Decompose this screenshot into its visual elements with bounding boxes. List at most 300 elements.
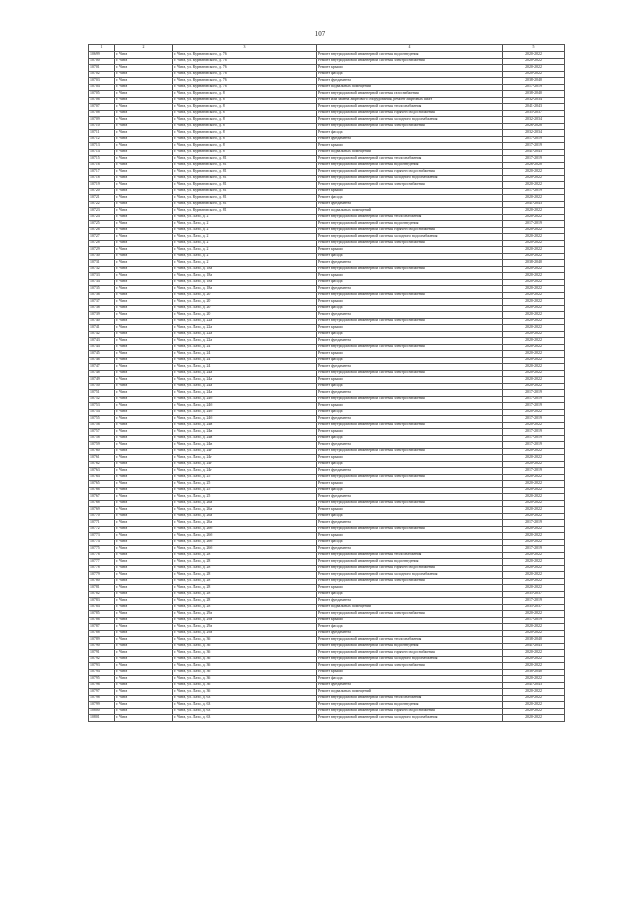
address-cell: г. Чита, ул. Курнатовского, д. 81 xyxy=(173,162,317,169)
address-cell: г. Чита, ул. Лазо, д. 24б xyxy=(173,416,317,423)
municipality-cell: г. Чита xyxy=(115,611,173,618)
row-number-cell: 10751 xyxy=(89,390,115,397)
work-type-cell: Ремонт фасада xyxy=(317,487,503,494)
address-cell: г. Чита, ул. Лазо, д. 26б xyxy=(173,539,317,546)
period-cell: 2017-2019 xyxy=(503,435,565,442)
row-number-cell: 10748 xyxy=(89,370,115,377)
work-type-cell: Ремонт крыши xyxy=(317,299,503,306)
work-type-cell: Ремонт внутридомовой инженерной системы теплоснабжения xyxy=(317,156,503,163)
municipality-cell: г. Чита xyxy=(115,429,173,436)
municipality-cell: г. Чита xyxy=(115,390,173,397)
row-number-cell: 10702 xyxy=(89,71,115,78)
period-cell: 2041-2043 xyxy=(503,201,565,208)
work-type-cell: Ремонт внутридомовой инженерной системы электроснабжения xyxy=(317,422,503,429)
row-number-cell: 10792 xyxy=(89,656,115,663)
period-cell: 2032-2034 xyxy=(503,130,565,137)
work-type-cell: Ремонт подвальных помещений xyxy=(317,689,503,696)
period-cell: 2020-2022 xyxy=(503,383,565,390)
period-cell: 2020-2022 xyxy=(503,539,565,546)
work-type-cell: Ремонт фасада xyxy=(317,331,503,338)
municipality-cell: г. Чита xyxy=(115,422,173,429)
row-number-cell: 10762 xyxy=(89,461,115,468)
address-cell: г. Чита, ул. Лазо, д. 26а xyxy=(173,507,317,514)
repair-schedule-table xyxy=(88,44,565,722)
address-cell: г. Чита, ул. Лазо, д. 24в xyxy=(173,442,317,449)
row-number-cell: 10712 xyxy=(89,136,115,143)
address-cell: г. Чита, ул. Лазо, д. 63 xyxy=(173,695,317,702)
municipality-cell: г. Чита xyxy=(115,273,173,280)
address-cell: г. Чита, ул. Лазо, д. 25 xyxy=(173,487,317,494)
period-cell: 2020-2022 xyxy=(503,364,565,371)
row-number-cell: 10777 xyxy=(89,559,115,566)
work-type-cell: Ремонт крыши xyxy=(317,585,503,592)
period-cell: 2026-2028 xyxy=(503,123,565,130)
period-cell: 2017-2019 xyxy=(503,442,565,449)
work-type-cell: Ремонт крыши xyxy=(317,65,503,72)
municipality-cell: г. Чита xyxy=(115,578,173,585)
municipality-cell: г. Чита xyxy=(115,110,173,117)
work-type-cell: Ремонт крыши xyxy=(317,143,503,150)
row-number-cell: 10713 xyxy=(89,143,115,150)
period-cell: 2020-2022 xyxy=(503,305,565,312)
municipality-cell: г. Чита xyxy=(115,546,173,553)
work-type-cell: Ремонт внутридомовой инженерной системы водоотведения xyxy=(317,221,503,228)
municipality-cell: г. Чита xyxy=(115,650,173,657)
work-type-cell: Ремонт внутридомовой инженерной системы теплоснабжения xyxy=(317,214,503,221)
table-body xyxy=(89,52,565,722)
period-cell: 2017-2019 xyxy=(503,598,565,605)
period-cell: 2038-2040 xyxy=(503,91,565,98)
period-cell: 2017-2019 xyxy=(503,143,565,150)
period-cell: 2017-2019 xyxy=(503,617,565,624)
municipality-cell: г. Чита xyxy=(115,442,173,449)
municipality-cell: г. Чита xyxy=(115,715,173,722)
row-number-cell: 10724 xyxy=(89,214,115,221)
period-cell: 2020-2022 xyxy=(503,273,565,280)
period-cell: 2020-2022 xyxy=(503,572,565,579)
municipality-cell: г. Чита xyxy=(115,513,173,520)
column-header: 1 xyxy=(89,45,115,52)
work-type-cell: Ремонт фундамента xyxy=(317,78,503,85)
address-cell: г. Чита, ул. Лазо, д. 28 xyxy=(173,585,317,592)
period-cell: 2020-2022 xyxy=(503,533,565,540)
row-number-cell: 10780 xyxy=(89,578,115,585)
row-number-cell: 10800 xyxy=(89,708,115,715)
work-type-cell: Ремонт фундамента xyxy=(317,364,503,371)
municipality-cell: г. Чита xyxy=(115,162,173,169)
row-number-cell: 10749 xyxy=(89,377,115,384)
row-number-cell: 10794 xyxy=(89,669,115,676)
work-type-cell: Ремонт внутридомовой инженерной системы холодного водоснабжения xyxy=(317,572,503,579)
municipality-cell: г. Чита xyxy=(115,617,173,624)
address-cell: г. Чита, ул. Курнатовского, д. 81 xyxy=(173,156,317,163)
period-cell: 2020-2022 xyxy=(503,227,565,234)
period-cell: 2020-2022 xyxy=(503,585,565,592)
municipality-cell: г. Чита xyxy=(115,97,173,104)
row-number-cell: 10755 xyxy=(89,416,115,423)
municipality-cell: г. Чита xyxy=(115,71,173,78)
row-number-cell: 10761 xyxy=(89,455,115,462)
row-number-cell: 10743 xyxy=(89,338,115,345)
period-cell: 2017-2019 xyxy=(503,136,565,143)
work-type-cell: Ремонт внутридомовой инженерной системы горячего водоснабжения xyxy=(317,227,503,234)
work-type-cell: Ремонт фасада xyxy=(317,357,503,364)
row-number-cell: 10786 xyxy=(89,617,115,624)
work-type-cell: Ремонт внутридомовой инженерной системы электроснабжения xyxy=(317,182,503,189)
address-cell: г. Чита, ул. Лазо, д. 24 xyxy=(173,364,317,371)
work-type-cell: Ремонт внутридомовой инженерной системы электроснабжения xyxy=(317,578,503,585)
column-header: 5 xyxy=(503,45,565,52)
work-type-cell: Ремонт внутридомовой инженерной системы водоотведения xyxy=(317,162,503,169)
period-cell: 2020-2022 xyxy=(503,195,565,202)
period-cell: 2017-2019 xyxy=(503,416,565,423)
row-number-cell: 10779 xyxy=(89,572,115,579)
work-type-cell: Ремонт фундамента xyxy=(317,520,503,527)
municipality-cell: г. Чита xyxy=(115,208,173,215)
period-cell: 2032-2034 xyxy=(503,97,565,104)
row-number-cell: 10700 xyxy=(89,58,115,65)
period-cell: 2020-2022 xyxy=(503,169,565,176)
municipality-cell: г. Чита xyxy=(115,149,173,156)
period-cell: 2020-2022 xyxy=(503,578,565,585)
address-cell: г. Чита, ул. Лазо, д. 28 xyxy=(173,598,317,605)
row-number-cell: 10765 xyxy=(89,481,115,488)
work-type-cell: Ремонт фундамента xyxy=(317,682,503,689)
row-number-cell: 10738 xyxy=(89,305,115,312)
address-cell: г. Чита, ул. Лазо, д. 28 xyxy=(173,591,317,598)
period-cell: 2020-2022 xyxy=(503,507,565,514)
period-cell: 2020-2022 xyxy=(503,357,565,364)
period-cell: 2020-2022 xyxy=(503,182,565,189)
municipality-cell: г. Чита xyxy=(115,448,173,455)
period-cell: 2017-2019 xyxy=(503,468,565,475)
work-type-cell: Ремонт фундамента xyxy=(317,260,503,267)
address-cell: г. Чита, ул. Лазо, д. 26а xyxy=(173,500,317,507)
work-type-cell: Ремонт внутридомовой инженерной системы электроснабжения xyxy=(317,663,503,670)
row-number-cell: 10757 xyxy=(89,429,115,436)
row-number-cell: 10723 xyxy=(89,208,115,215)
work-type-cell: Ремонт фасада xyxy=(317,409,503,416)
address-cell: г. Чита, ул. Лазо, д. 26б xyxy=(173,533,317,540)
work-type-cell: Ремонт внутридомовой инженерной системы электроснабжения xyxy=(317,396,503,403)
period-cell: 2038-2040 xyxy=(503,637,565,644)
period-cell: 2020-2022 xyxy=(503,500,565,507)
address-cell: г. Чита, ул. Лазо, д. 22а xyxy=(173,318,317,325)
row-number-cell: 10783 xyxy=(89,598,115,605)
municipality-cell: г. Чита xyxy=(115,500,173,507)
municipality-cell: г. Чита xyxy=(115,520,173,527)
address-cell: г. Чита, ул. Лазо, д. 18а xyxy=(173,273,317,280)
municipality-cell: г. Чита xyxy=(115,669,173,676)
work-type-cell: Ремонт фундамента xyxy=(317,390,503,397)
address-cell: г. Чита, ул. Лазо, д. 24 xyxy=(173,357,317,364)
row-number-cell: 10778 xyxy=(89,565,115,572)
municipality-cell: г. Чита xyxy=(115,136,173,143)
municipality-cell: г. Чита xyxy=(115,169,173,176)
address-cell: г. Чита, ул. Лазо, д. 28 xyxy=(173,572,317,579)
period-cell: 2020-2022 xyxy=(503,559,565,566)
municipality-cell: г. Чита xyxy=(115,643,173,650)
address-cell: г. Чита, ул. Курнатовского, д. 81 xyxy=(173,182,317,189)
period-cell: 2020-2022 xyxy=(503,175,565,182)
period-cell: 2020-2022 xyxy=(503,286,565,293)
period-cell: 2020-2022 xyxy=(503,58,565,65)
period-cell: 2020-2022 xyxy=(503,695,565,702)
municipality-cell: г. Чита xyxy=(115,526,173,533)
address-cell: г. Чита, ул. Лазо, д. 24а xyxy=(173,377,317,384)
row-number-cell: 10767 xyxy=(89,494,115,501)
municipality-cell: г. Чита xyxy=(115,123,173,130)
municipality-cell: г. Чита xyxy=(115,182,173,189)
row-number-cell: 10737 xyxy=(89,299,115,306)
address-cell: г. Чита, ул. Курнатовского, д. 81 xyxy=(173,201,317,208)
row-number-cell: 10728 xyxy=(89,240,115,247)
period-cell: 2020-2022 xyxy=(503,565,565,572)
address-cell: г. Чита, ул. Курнатовского, д. 76 xyxy=(173,78,317,85)
period-cell: 2020-2022 xyxy=(503,318,565,325)
row-number-cell: 10796 xyxy=(89,682,115,689)
address-cell: г. Чита, ул. Лазо, д. 2 xyxy=(173,260,317,267)
municipality-cell: г. Чита xyxy=(115,604,173,611)
row-number-cell: 10766 xyxy=(89,487,115,494)
period-cell: 2020-2022 xyxy=(503,370,565,377)
municipality-cell: г. Чита xyxy=(115,117,173,124)
row-number-cell: 10707 xyxy=(89,104,115,111)
address-cell: г. Чита, ул. Лазо, д. 24б xyxy=(173,409,317,416)
work-type-cell: Ремонт фундамента xyxy=(317,416,503,423)
work-type-cell: Ремонт внутридомовой инженерной системы теплоснабжения xyxy=(317,104,503,111)
municipality-cell: г. Чита xyxy=(115,279,173,286)
work-type-cell: Ремонт внутридомовой инженерной системы электроснабжения xyxy=(317,611,503,618)
period-cell: 2020-2022 xyxy=(503,331,565,338)
address-cell: г. Чита, ул. Лазо, д. 20 xyxy=(173,305,317,312)
address-cell: г. Чита, ул. Лазо, д. 25 xyxy=(173,481,317,488)
table-header-row xyxy=(89,45,565,52)
municipality-cell: г. Чита xyxy=(115,130,173,137)
address-cell: г. Чита, ул. Лазо, д. 2 xyxy=(173,214,317,221)
row-number-cell: 10742 xyxy=(89,331,115,338)
municipality-cell: г. Чита xyxy=(115,266,173,273)
period-cell: 2020-2022 xyxy=(503,650,565,657)
period-cell: 2020-2022 xyxy=(503,513,565,520)
municipality-cell: г. Чита xyxy=(115,572,173,579)
period-cell: 2020-2022 xyxy=(503,279,565,286)
work-type-cell: Ремонт фасада xyxy=(317,461,503,468)
column-header: 2 xyxy=(115,45,173,52)
municipality-cell: г. Чита xyxy=(115,409,173,416)
period-cell: 2020-2022 xyxy=(503,240,565,247)
row-number-cell: 10704 xyxy=(89,84,115,91)
address-cell: г. Чита, ул. Лазо, д. 2 xyxy=(173,234,317,241)
row-number-cell: 10722 xyxy=(89,201,115,208)
address-cell: г. Чита, ул. Лазо, д. 20 xyxy=(173,292,317,299)
municipality-cell: г. Чита xyxy=(115,682,173,689)
row-number-cell: 10764 xyxy=(89,474,115,481)
address-cell: г. Чита, ул. Курнатовского, д. 8 xyxy=(173,110,317,117)
municipality-cell: г. Чита xyxy=(115,598,173,605)
row-number-cell: 10725 xyxy=(89,221,115,228)
period-cell: 2017-2019 xyxy=(503,188,565,195)
municipality-cell: г. Чита xyxy=(115,318,173,325)
municipality-cell: г. Чита xyxy=(115,468,173,475)
address-cell: г. Чита, ул. Лазо, д. 28 xyxy=(173,565,317,572)
period-cell: 2020-2022 xyxy=(503,455,565,462)
period-cell: 2041-2043 xyxy=(503,104,565,111)
row-number-cell: 10763 xyxy=(89,468,115,475)
address-cell: г. Чита, ул. Лазо, д. 25 xyxy=(173,494,317,501)
address-cell: г. Чита, ул. Лазо, д. 24г xyxy=(173,461,317,468)
work-type-cell: Ремонт фасада xyxy=(317,279,503,286)
municipality-cell: г. Чита xyxy=(115,487,173,494)
municipality-cell: г. Чита xyxy=(115,84,173,91)
work-type-cell: Ремонт внутридомовой инженерной системы электроснабжения xyxy=(317,526,503,533)
row-number-cell: 10774 xyxy=(89,539,115,546)
municipality-cell: г. Чита xyxy=(115,104,173,111)
municipality-cell: г. Чита xyxy=(115,481,173,488)
period-cell: 2017-2019 xyxy=(503,546,565,553)
address-cell: г. Чита, ул. Курнатовского, д. 8 xyxy=(173,149,317,156)
row-number-cell: 10793 xyxy=(89,663,115,670)
period-cell: 2020-2022 xyxy=(503,715,565,722)
work-type-cell: Ремонт внутридомовой инженерной системы водоотведения xyxy=(317,52,503,59)
work-type-cell: Ремонт внутридомовой инженерной системы электроснабжения xyxy=(317,292,503,299)
work-type-cell: Ремонт внутридомовой инженерной системы водоотведения xyxy=(317,643,503,650)
row-number-cell: 10717 xyxy=(89,169,115,176)
period-cell: 2020-2022 xyxy=(503,351,565,358)
municipality-cell: г. Чита xyxy=(115,143,173,150)
municipality-cell: г. Чита xyxy=(115,624,173,631)
work-type-cell: Ремонт внутридомовой инженерной системы холодного водоснабжения xyxy=(317,175,503,182)
municipality-cell: г. Чита xyxy=(115,351,173,358)
period-cell: 2020-2022 xyxy=(503,689,565,696)
row-number-cell: 10701 xyxy=(89,65,115,72)
row-number-cell: 10721 xyxy=(89,195,115,202)
address-cell: г. Чита, ул. Лазо, д. 36 xyxy=(173,682,317,689)
municipality-cell: г. Чита xyxy=(115,312,173,319)
work-type-cell: Ремонт фундамента xyxy=(317,442,503,449)
address-cell: г. Чита, ул. Лазо, д. 36 xyxy=(173,643,317,650)
municipality-cell: г. Чита xyxy=(115,188,173,195)
municipality-cell: г. Чита xyxy=(115,663,173,670)
address-cell: г. Чита, ул. Лазо, д. 29а xyxy=(173,611,317,618)
row-number-cell: 10747 xyxy=(89,364,115,371)
municipality-cell: г. Чита xyxy=(115,435,173,442)
column-header: 4 xyxy=(317,45,503,52)
period-cell: 2038-2040 xyxy=(503,78,565,85)
address-cell: г. Чита, ул. Лазо, д. 24а xyxy=(173,390,317,397)
work-type-cell: Ремонт крыши xyxy=(317,403,503,410)
work-type-cell: Ремонт внутридомовой инженерной системы электроснабжения xyxy=(317,474,503,481)
address-cell: г. Чита, ул. Лазо, д. 24 xyxy=(173,351,317,358)
period-cell: 2017-2019 xyxy=(503,390,565,397)
municipality-cell: г. Чита xyxy=(115,325,173,332)
address-cell: г. Чита, ул. Курнатовского, д. 81 xyxy=(173,169,317,176)
work-type-cell: Ремонт фасада xyxy=(317,130,503,137)
period-cell: 2017-2019 xyxy=(503,156,565,163)
address-cell: г. Чита, ул. Лазо, д. 63 xyxy=(173,708,317,715)
period-cell: 2020-2022 xyxy=(503,624,565,631)
row-number-cell: 10708 xyxy=(89,110,115,117)
period-cell: 2017-2019 xyxy=(503,403,565,410)
row-number-cell: 10791 xyxy=(89,650,115,657)
row-number-cell: 10797 xyxy=(89,689,115,696)
address-cell: г. Чита, ул. Лазо, д. 18а xyxy=(173,286,317,293)
address-cell: г. Чита, ул. Лазо, д. 24г xyxy=(173,468,317,475)
work-type-cell: Ремонт фасада xyxy=(317,435,503,442)
municipality-cell: г. Чита xyxy=(115,247,173,254)
municipality-cell: г. Чита xyxy=(115,494,173,501)
row-number-cell: 10782 xyxy=(89,591,115,598)
row-number-cell: 10753 xyxy=(89,403,115,410)
row-number-cell: 10739 xyxy=(89,312,115,319)
work-type-cell: Ремонт внутридомовой инженерной системы электроснабжения xyxy=(317,266,503,273)
row-number-cell: 10770 xyxy=(89,513,115,520)
work-type-cell: Ремонт фундамента xyxy=(317,546,503,553)
row-number-cell: 10744 xyxy=(89,344,115,351)
address-cell: г. Чита, ул. Курнатовского, д. 76 xyxy=(173,84,317,91)
address-cell: г. Чита, ул. Лазо, д. 2 xyxy=(173,247,317,254)
period-cell: 2020-2022 xyxy=(503,65,565,72)
period-cell: 2032-2034 xyxy=(503,117,565,124)
municipality-cell: г. Чита xyxy=(115,539,173,546)
work-type-cell: Ремонт крыши xyxy=(317,325,503,332)
row-number-cell: 10801 xyxy=(89,715,115,722)
municipality-cell: г. Чита xyxy=(115,175,173,182)
work-type-cell: Ремонт крыши xyxy=(317,617,503,624)
municipality-cell: г. Чита xyxy=(115,357,173,364)
work-type-cell: Ремонт внутридомовой инженерной системы горячего водоснабжения xyxy=(317,565,503,572)
period-cell: 2020-2022 xyxy=(503,266,565,273)
municipality-cell: г. Чита xyxy=(115,91,173,98)
work-type-cell: Ремонт или замена лифтового оборудования, ремонт лифтовых шахт xyxy=(317,97,503,104)
period-cell: 2038-2040 xyxy=(503,669,565,676)
address-cell: г. Чита, ул. Лазо, д. 36 xyxy=(173,663,317,670)
work-type-cell: Ремонт внутридомовой инженерной системы горячего водоснабжения xyxy=(317,650,503,657)
row-number-cell: 10714 xyxy=(89,149,115,156)
row-number-cell: 10709 xyxy=(89,117,115,124)
address-cell: г. Чита, ул. Лазо, д. 24г xyxy=(173,448,317,455)
row-number-cell: 10741 xyxy=(89,325,115,332)
row-number-cell: 10756 xyxy=(89,422,115,429)
municipality-cell: г. Чита xyxy=(115,331,173,338)
work-type-cell: Ремонт внутридомовой инженерной системы горячего водоснабжения xyxy=(317,708,503,715)
row-number-cell: 10759 xyxy=(89,442,115,449)
work-type-cell: Ремонт крыши xyxy=(317,669,503,676)
address-cell: г. Чита, ул. Лазо, д. 2 xyxy=(173,253,317,260)
period-cell: 2041-2043 xyxy=(503,149,565,156)
row-number-cell: 10750 xyxy=(89,383,115,390)
row-number-cell: 10727 xyxy=(89,234,115,241)
address-cell: г. Чита, ул. Лазо, д. 26б xyxy=(173,546,317,553)
address-cell: г. Чита, ул. Курнатовского, д. 81 xyxy=(173,175,317,182)
work-type-cell: Ремонт подвальных помещений xyxy=(317,84,503,91)
period-cell: 2020-2022 xyxy=(503,656,565,663)
address-cell: г. Чита, ул. Лазо, д. 22а xyxy=(173,331,317,338)
municipality-cell: г. Чита xyxy=(115,630,173,637)
period-cell: 2020-2022 xyxy=(503,234,565,241)
work-type-cell: Ремонт крыши xyxy=(317,455,503,462)
period-cell: 2017-2019 xyxy=(503,429,565,436)
row-number-cell: 10735 xyxy=(89,286,115,293)
period-cell: 2041-2043 xyxy=(503,682,565,689)
period-cell: 2020-2022 xyxy=(503,461,565,468)
municipality-cell: г. Чита xyxy=(115,455,173,462)
address-cell: г. Чита, ул. Лазо, д. 2 xyxy=(173,227,317,234)
municipality-cell: г. Чита xyxy=(115,591,173,598)
work-type-cell: Ремонт фасада xyxy=(317,539,503,546)
address-cell: г. Чита, ул. Лазо, д. 36 xyxy=(173,689,317,696)
period-cell: 2020-2022 xyxy=(503,448,565,455)
